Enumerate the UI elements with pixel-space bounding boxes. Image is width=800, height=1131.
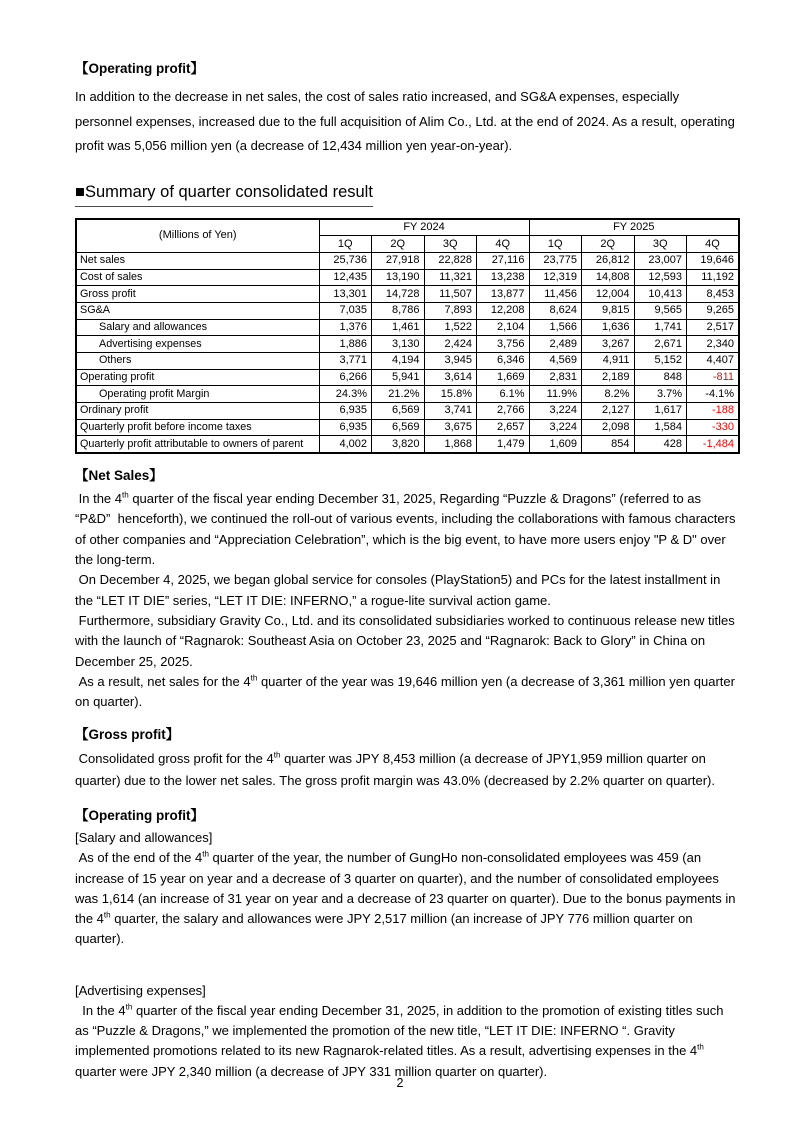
value-cell: 4,911 — [582, 353, 635, 370]
value-cell: 4,002 — [319, 436, 372, 453]
value-cell: 9,265 — [687, 302, 740, 319]
value-cell: 848 — [634, 369, 687, 386]
table-row — [76, 419, 739, 436]
value-cell: 3,224 — [529, 419, 582, 436]
value-cell: 9,565 — [634, 302, 687, 319]
quarter-summary-heading — [75, 182, 738, 207]
value-cell: 4,569 — [529, 353, 582, 370]
value-cell: 9,815 — [582, 302, 635, 319]
quarter-header-fy2025-3q: 3Q — [634, 236, 687, 253]
quarter-header-fy2025-2q: 2Q — [582, 236, 635, 253]
value-cell: 3,771 — [319, 353, 372, 370]
value-cell: 26,812 — [582, 252, 635, 269]
value-cell: 1,636 — [582, 319, 635, 336]
value-cell: 13,877 — [477, 286, 530, 303]
value-cell: 2,127 — [582, 403, 635, 420]
value-cell: 2,189 — [582, 369, 635, 386]
value-cell: 11,321 — [424, 269, 477, 286]
value-cell: 854 — [582, 436, 635, 453]
value-cell: 8,786 — [372, 302, 425, 319]
value-cell: 2,766 — [477, 403, 530, 420]
value-cell: 6.1% — [477, 386, 530, 403]
value-cell: 3,224 — [529, 403, 582, 420]
quarter-results-table — [75, 218, 740, 455]
table-row — [76, 436, 739, 453]
value-cell: 2,489 — [529, 336, 582, 353]
table-row — [76, 286, 739, 303]
value-cell: 24.3% — [319, 386, 372, 403]
value-cell: 2,831 — [529, 369, 582, 386]
value-cell: 5,152 — [634, 353, 687, 370]
value-cell: 14,808 — [582, 269, 635, 286]
row-label: Operating profit — [76, 369, 319, 386]
fiscal-year-header-row — [76, 219, 739, 236]
net-sales-paragraph-3: Furthermore, subsidiary Gravity Co., Ltd. and its consolidated subsidiaries worked to continuous release new titles with the launch of “Ragnarok: Southeast Asia on October 23, 2025 and “Ragnarok: Back to Glory” in China on December 25, 2025. — [75, 612, 739, 669]
value-cell: 22,828 — [424, 252, 477, 269]
value-cell: 12,435 — [319, 269, 372, 286]
row-label: Quarterly profit before income taxes — [76, 419, 319, 436]
value-cell: 3,945 — [424, 353, 477, 370]
row-label: Advertising expenses — [76, 336, 319, 353]
fy2025-group-header: FY 2025 — [529, 219, 739, 236]
row-label: Gross profit — [76, 286, 319, 303]
value-cell: 3,675 — [424, 419, 477, 436]
quarter-header-fy2024-3q: 3Q — [424, 236, 477, 253]
value-cell: 14,728 — [372, 286, 425, 303]
value-cell: 6,569 — [372, 419, 425, 436]
value-cell: 8,453 — [687, 286, 740, 303]
value-cell: 1,461 — [372, 319, 425, 336]
value-cell: 3,756 — [477, 336, 530, 353]
value-cell: 1,609 — [529, 436, 582, 453]
fy2024-group-header: FY 2024 — [319, 219, 529, 236]
value-cell: 428 — [634, 436, 687, 453]
net-sales-paragraph-1: In the 4th quarter of the fiscal year ending December 31, 2025, Regarding “Puzzle & Dragons” (referred to as “P&D” henceforth), we continued the roll-out of various events, including the collaborations with famous characters of other companies and “Appreciation Celebration”, which is the big event, to have more users enjoy "P & D" over the long-term. — [75, 490, 740, 568]
value-cell: 4,194 — [372, 353, 425, 370]
table-row — [76, 403, 739, 420]
value-cell: 3,614 — [424, 369, 477, 386]
quarter-header-fy2025-4q: 4Q — [687, 236, 740, 253]
quarter-summary-heading-text: ■Summary of quarter consolidated result — [75, 182, 373, 207]
value-cell: 11,456 — [529, 286, 582, 303]
value-cell: 27,918 — [372, 252, 425, 269]
value-cell: 1,566 — [529, 319, 582, 336]
row-label: Others — [76, 353, 319, 370]
gross-profit-text: Consolidated gross profit for the 4th quarter was JPY 8,453 million (a decrease of JPY1,959 million quarter on quarter) due to the lower net sales. The gross profit margin was 43.0% (decreased by 2.2% quarter on quarter). — [75, 751, 715, 788]
row-label: Ordinary profit — [76, 403, 319, 420]
value-cell: 13,238 — [477, 269, 530, 286]
table-row — [76, 319, 739, 336]
gross-profit-heading: 【Gross profit】 — [75, 727, 180, 743]
operating-profit-detail-heading: 【Operating profit】 — [75, 808, 204, 824]
value-cell: 15.8% — [424, 386, 477, 403]
net-sales-heading: 【Net Sales】 — [75, 468, 163, 484]
value-cell: 6,266 — [319, 369, 372, 386]
net-sales-paragraph-4: As a result, net sales for the 4th quarter of the year was 19,646 million yen (a decrease of 3,361 million yen quarter on quarter). — [75, 673, 739, 710]
quarter-results-table-header — [76, 219, 739, 253]
value-cell: 23,775 — [529, 252, 582, 269]
value-cell: 3,820 — [372, 436, 425, 453]
quarter-header-fy2025-1q: 1Q — [529, 236, 582, 253]
value-cell: 3,267 — [582, 336, 635, 353]
table-row — [76, 269, 739, 286]
advertising-expenses-text: In the 4th quarter of the fiscal year ending December 31, 2025, in addition to the promotion of existing titles such as “Puzzle & Dragons,” we implemented the promotion of the new title, “LET IT DIE: INFERNO “. Gravity implemented promotions related to its new Ragnarok-related titles. As a result, advertising expenses in the 4th quarter were JPY 2,340 million (a decrease of JPY 331 million quarter on quarter). — [75, 1002, 728, 1079]
value-cell: 21.2% — [372, 386, 425, 403]
row-label: Quarterly profit attributable to owners of parent — [76, 436, 319, 453]
value-cell: 19,646 — [687, 252, 740, 269]
value-cell: 6,346 — [477, 353, 530, 370]
table-row — [76, 353, 739, 370]
value-cell: 3.7% — [634, 386, 687, 403]
value-cell: 7,893 — [424, 302, 477, 319]
value-cell: -1,484 — [687, 436, 740, 453]
value-cell: 2,098 — [582, 419, 635, 436]
value-cell: -4.1% — [687, 386, 740, 403]
value-cell: 11,192 — [687, 269, 740, 286]
row-label: Salary and allowances — [76, 319, 319, 336]
value-cell: 13,190 — [372, 269, 425, 286]
value-cell: 25,736 — [319, 252, 372, 269]
row-label: SG&A — [76, 302, 319, 319]
page-number: 2 — [396, 1076, 404, 1090]
page-content — [75, 0, 738, 1082]
unit-label-cell: (Millions of Yen) — [76, 219, 319, 253]
value-cell: 1,886 — [319, 336, 372, 353]
value-cell: 12,319 — [529, 269, 582, 286]
value-cell: 11,507 — [424, 286, 477, 303]
value-cell: 27,116 — [477, 252, 530, 269]
value-cell: 1,868 — [424, 436, 477, 453]
value-cell: -330 — [687, 419, 740, 436]
value-cell: 1,617 — [634, 403, 687, 420]
value-cell: 8,624 — [529, 302, 582, 319]
value-cell: 1,522 — [424, 319, 477, 336]
value-cell: 5,941 — [372, 369, 425, 386]
salary-allowances-text: As of the end of the 4th quarter of the year, the number of GungHo non-consolidated employees was 459 (an increase of 15 year on year and a decrease of 3 quarter on quarter), and the number of consolidated employees was 1,614 (an increase of 31 year on year and a decrease of 23 quarter on quarter). Due to the bonus payments in the 4th quarter, the salary and allowances were JPY 2,517 million (an increase of JPY 776 million quarter on quarter). — [75, 849, 740, 947]
value-cell: 12,593 — [634, 269, 687, 286]
value-cell: 6,935 — [319, 403, 372, 420]
quarter-header-fy2024-2q: 2Q — [372, 236, 425, 253]
value-cell: 1,376 — [319, 319, 372, 336]
value-cell: 12,208 — [477, 302, 530, 319]
value-cell: 1,479 — [477, 436, 530, 453]
value-cell: 4,407 — [687, 353, 740, 370]
row-label: Cost of sales — [76, 269, 319, 286]
table-row — [76, 302, 739, 319]
value-cell: 6,569 — [372, 403, 425, 420]
value-cell: 12,004 — [582, 286, 635, 303]
advertising-expenses-label: [Advertising expenses] — [75, 982, 206, 998]
operating-profit-summary-heading: 【Operating profit】 — [75, 61, 204, 76]
quarter-header-fy2024-1q: 1Q — [319, 236, 372, 253]
value-cell: 13,301 — [319, 286, 372, 303]
table-row — [76, 386, 739, 403]
row-label: Net sales — [76, 252, 319, 269]
value-cell: 2,517 — [687, 319, 740, 336]
value-cell: -811 — [687, 369, 740, 386]
quarter-header-fy2024-4q: 4Q — [477, 236, 530, 253]
value-cell: 2,424 — [424, 336, 477, 353]
value-cell: 10,413 — [634, 286, 687, 303]
value-cell: 6,935 — [319, 419, 372, 436]
table-row — [76, 369, 739, 386]
value-cell: 8.2% — [582, 386, 635, 403]
value-cell: 3,130 — [372, 336, 425, 353]
table-row — [76, 336, 739, 353]
value-cell: 2,104 — [477, 319, 530, 336]
value-cell: 7,035 — [319, 302, 372, 319]
value-cell: 2,671 — [634, 336, 687, 353]
quarter-results-table-body — [76, 252, 739, 453]
value-cell: 23,007 — [634, 252, 687, 269]
salary-allowances-label: [Salary and allowances] — [75, 830, 213, 846]
value-cell: 3,741 — [424, 403, 477, 420]
value-cell: 2,657 — [477, 419, 530, 436]
value-cell: -188 — [687, 403, 740, 420]
value-cell: 2,340 — [687, 336, 740, 353]
table-row — [76, 252, 739, 269]
row-label: Operating profit Margin — [76, 386, 319, 403]
value-cell: 11.9% — [529, 386, 582, 403]
value-cell: 1,584 — [634, 419, 687, 436]
value-cell: 1,669 — [477, 369, 530, 386]
operating-profit-summary-text: In addition to the decrease in net sales, the cost of sales ratio increased, and SG&A expenses, especially personnel expenses, increased due to the full acquisition of Alim Co., Ltd. at the end of 2024. As a result, operating profit was 5,056 million yen (a decrease of 12,434 million yen year-on-year). — [75, 89, 739, 153]
net-sales-paragraph-2: On December 4, 2025, we began global service for consoles (PlayStation5) and PCs for the latest installment in the “LET IT DIE” series, “LET IT DIE: INFERNO,” a rogue-lite survival action game. — [75, 572, 724, 608]
value-cell: 1,741 — [634, 319, 687, 336]
